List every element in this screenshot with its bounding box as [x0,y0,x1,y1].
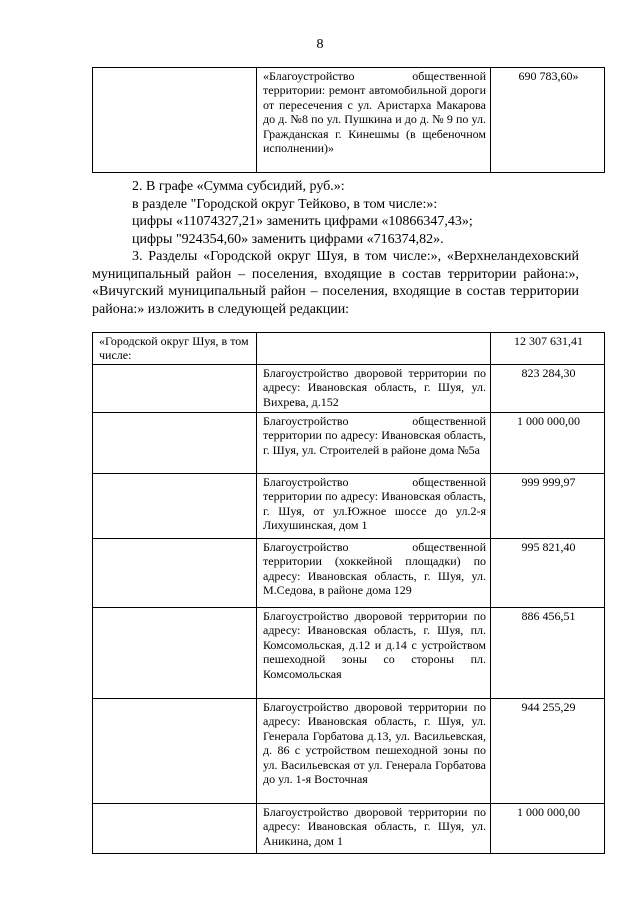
paragraph-4: цифры "924354,60» заменить цифрами «716374,82». [132,232,444,247]
table-row [93,474,605,539]
main-table [92,332,605,854]
table-cell-description: Благоустройство общественной территории по адресу: Ивановская область, г. Шуя, от ул.Южное шоссе до ул.2-я Лихушинская, дом 1 [257,474,491,539]
table-cell-amount: 1 000 000,00 [491,413,605,474]
table-cell-name [93,804,257,854]
table-cell-amount: 1 000 000,00 [491,804,605,854]
table-cell-description: «Благоустройство общественной территории: ремонт автомобильной дороги от пересечения с ул. Аристарха Макарова до д. №8 по ул. Пушкина и до д. № 9 по ул. Гражданская г. Кинешмы (в щебеночном исполнении)» [257,68,491,173]
table-row [93,333,605,365]
table-cell-amount: 886 456,51 [491,608,605,699]
table-cell-description: Благоустройство дворовой территории по адресу: Ивановская область, г. Шуя, ул. Аникина, дом 1 [257,804,491,854]
table-row [93,413,605,474]
table-row [93,608,605,699]
table-cell-name [93,68,257,173]
table-cell-name: «Городской округ Шуя, в том числе: [93,333,257,365]
table-cell-description: Благоустройство дворовой территории по адресу: Ивановская область, г. Шуя, ул. Вихрева, д.152 [257,365,491,413]
paragraph-5: 3. Разделы «Городской округ Шуя, в том числе:», «Верхнеландеховский муниципальный район – поселения, входящие в состав территории района:», «Вичугский муниципальный район – поселения, входящие в состав территории района:» изложить в следующей редакции: [92,249,579,317]
table-cell-name [93,608,257,699]
top-table [92,67,605,173]
table-cell-amount: 995 821,40 [491,539,605,608]
page-number: 8 [316,37,324,52]
table-cell-name [93,474,257,539]
table-cell-description: Благоустройство дворовой территории по адресу: Ивановская область, г. Шуя, ул. Генерала Горбатова д.13, ул. Васильевская, д. 86 с устройством пешеходной зоны по ул. Васильевская от ул. Генерала Горбатова до ул. 1-я Восточная [257,699,491,804]
table-row [93,68,605,173]
table-row [93,804,605,854]
table-cell-name [93,539,257,608]
table-cell-description: Благоустройство общественной территории по адресу: Ивановская область, г. Шуя, ул. Строителей в районе дома №5а [257,413,491,474]
table-cell-name [93,699,257,804]
table-cell-amount: 12 307 631,41 [491,333,605,365]
table-row [93,365,605,413]
table-cell-description [257,333,491,365]
table-cell-description: Благоустройство общественной территории (хоккейной площадки) по адресу: Ивановская область, г. Шуя, ул. М.Седова, в районе дома 129 [257,539,491,608]
table-cell-amount: 823 284,30 [491,365,605,413]
table-cell-description: Благоустройство дворовой территории по адресу: Ивановская область, г. Шуя, пл. Комсомольская, д.12 и д.14 с устройством пешеходной зоны со стороны пл. Комсомольская [257,608,491,699]
table-cell-amount: 944 255,29 [491,699,605,804]
table-cell-name [93,365,257,413]
table-row [93,699,605,804]
table-row [93,539,605,608]
table-cell-name [93,413,257,474]
table-cell-amount: 690 783,60» [491,68,605,173]
paragraph-1: 2. В графе «Сумма субсидий, руб.»: [132,179,345,194]
paragraph-2: в разделе "Городской округ Тейково, в том числе:»: [132,197,438,212]
paragraph-3: цифры «11074327,21» заменить цифрами «10866347,43»; [132,214,473,229]
table-cell-amount: 999 999,97 [491,474,605,539]
